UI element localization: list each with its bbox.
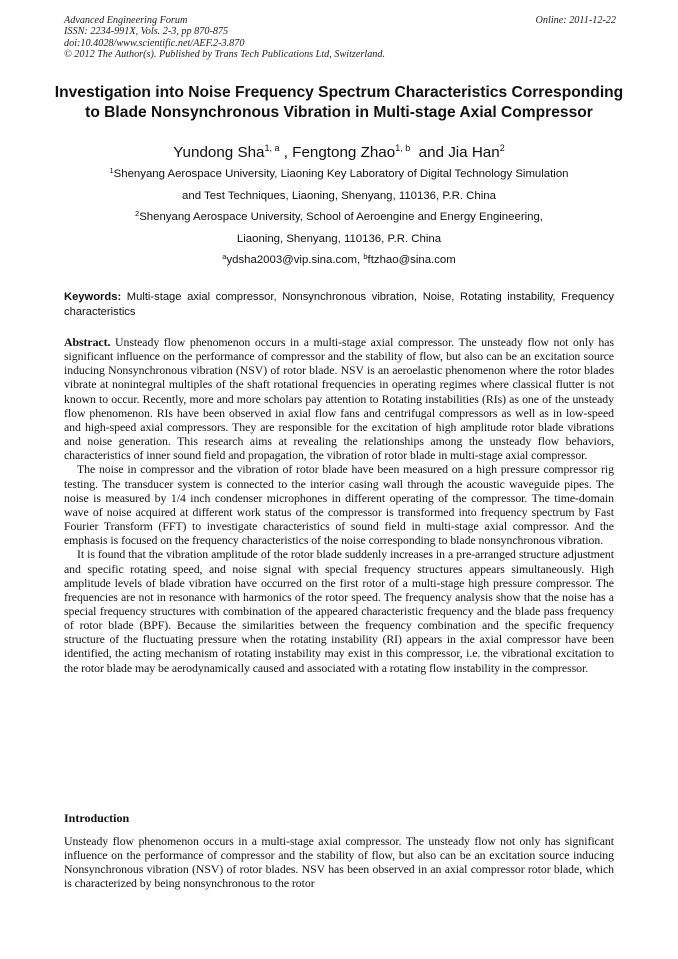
email-sup: a	[222, 252, 227, 261]
abstract-text: Unsteady flow phenomenon occurs in a multi-stage axial compressor. The unsteady flow not only has significant influence on the performance of compressor and the stability of flow, but also can be an excitation source inducing Nonsynchronous vibration (NSV) of rotor blade. NSV is an aeroelastic phenomenon where the rotor blades vibrate at nonintegral multiples of the shaft rotational frequencies in operating regimes where classical flutter is not known to occur. Recently, more and more scholars pay attention to Rotating instabilities (RIs) as one of the unsteady flow phenomenon. RIs have been observed in axial flow fans and centrifugal compressors as well as in low-speed and high-speed axial compressors. They are responsible for the excitation of high amplitude rotor blade vibrations and noise generation. This research aims at revealing the relationships among the unsteady flow behaviors, characteristics of inner sound field and propagation, the vibration of rotor blade in multi-stage axial compressor.	[64, 335, 614, 463]
running-header	[64, 15, 616, 61]
doi-line: doi:10.4028/www.scientific.net/AEF.2-3.870	[64, 37, 245, 49]
author-name: Jia Han	[448, 144, 500, 161]
author-affil-sup: 1, b	[395, 143, 411, 153]
affiliation-2-line-1	[40, 210, 638, 224]
author-separator: and	[410, 144, 449, 161]
keywords-label: Keywords:	[64, 291, 122, 303]
keywords	[64, 290, 614, 319]
author-list	[40, 143, 638, 162]
author-affil-sup: 1, a	[264, 143, 280, 153]
author-separator: ,	[279, 144, 293, 161]
affil-text: Shenyang Aerospace University, Liaoning Key Laboratory of Digital Technology Simulation	[113, 168, 569, 180]
email-line	[40, 253, 638, 267]
paper-title: Investigation into Noise Frequency Spectrum Characteristics Corresponding to Blade Nonsynchronous Vibration in Multi-stage Axial Compressor	[54, 84, 624, 121]
affiliation-2-line-2: Liaoning, Shenyang, 110136, P.R. China	[236, 233, 442, 245]
affil-text: Shenyang Aerospace University, School of Aeroengine and Energy Engineering,	[139, 211, 543, 223]
keywords-text: Multi-stage axial compressor, Nonsynchronous vibration, Noise, Rotating instability, Frequency characteristics	[64, 291, 614, 318]
introduction-body	[64, 834, 614, 891]
section-heading: Introduction	[64, 811, 130, 825]
author-name: Fengtong Zhao	[292, 144, 396, 161]
abstract-paragraph: It is found that the vibration amplitude of the rotor blade suddenly increases in a pre-arranged structure adjustment and specific rotating speed, and noise signal with special frequency structures appears simultaneously. High amplitude levels of blade vibration have occurred on the first rotor of a multi-stage high pressure compressor. The frequencies are not in resonance with harmonics of the rotor speed. The frequency analysis show that the noise has a special frequency structures with combination of the appeared characteristic frequency and the blade pass frequency of rotor blade (BPF). Because the similarities between the frequency combination and the specific frequency structure of the fluctuating pressure when the rotating instability (RI) appears in the axial compressor have been identified, the acting mechanism of rotating instability may exist in this compressor, i.e. the vibrational excitation to the rotor blade may be aerodynamically caused and associated with a rotating flow instability in the compressor.	[64, 547, 614, 675]
email-address: ftzhao@sina.com	[367, 254, 456, 266]
author-name: Yundong Sha	[173, 144, 265, 161]
affil-sup: 2	[135, 209, 140, 218]
copyright-line: © 2012 The Author(s). Published by Trans Tech Publications Ltd, Switzerland.	[64, 49, 386, 61]
issn-line: ISSN: 2234-991X, Vols. 2-3, pp 870-875	[64, 26, 229, 38]
email-sup: b	[363, 252, 368, 261]
abstract-label: Abstract.	[64, 335, 111, 349]
affiliation-1-line-1	[40, 167, 638, 181]
online-date: Online: 2011-12-22	[535, 15, 616, 26]
journal-name: Advanced Engineering Forum	[64, 15, 188, 26]
affil-sup: 1	[109, 166, 114, 175]
introduction-paragraph: Unsteady flow phenomenon occurs in a multi-stage axial compressor. The unsteady flow not only has significant influence on the performance of compressor and the stability of flow, but also can be an excitation source inducing Nonsynchronous vibration (NSV) of rotor blades. NSV has been observed in an axial compressor rotor blade, which is characterized by being nonsynchronous to the rotor	[64, 834, 614, 891]
affiliation-1-line-2: and Test Techniques, Liaoning, Shenyang, 110136, P.R. China	[182, 190, 496, 202]
abstract	[64, 335, 614, 675]
abstract-paragraph: The noise in compressor and the vibration of rotor blade have been measured on a high pressure compressor rig testing. The transducer system is connected to the interior casing wall through the acoustic waveguide pipes. The noise is measured by 1/4 inch condenser microphones in different operating of the compressor. The time-domain wave of noise acquired at different work status of the compressor is transformed into frequency spectrum by Fast Fourier Transform (FFT) to investigate characteristics of sound field in multi-stage axial compressor. And the emphasis is focused on the frequency characteristics of the noise corresponding to blade nonsynchronous vibration.	[64, 462, 614, 548]
author-affil-sup: 2	[499, 143, 505, 153]
email-address: ydsha2003@vip.sina.com,	[226, 254, 364, 266]
abstract-paragraph	[64, 335, 614, 462]
